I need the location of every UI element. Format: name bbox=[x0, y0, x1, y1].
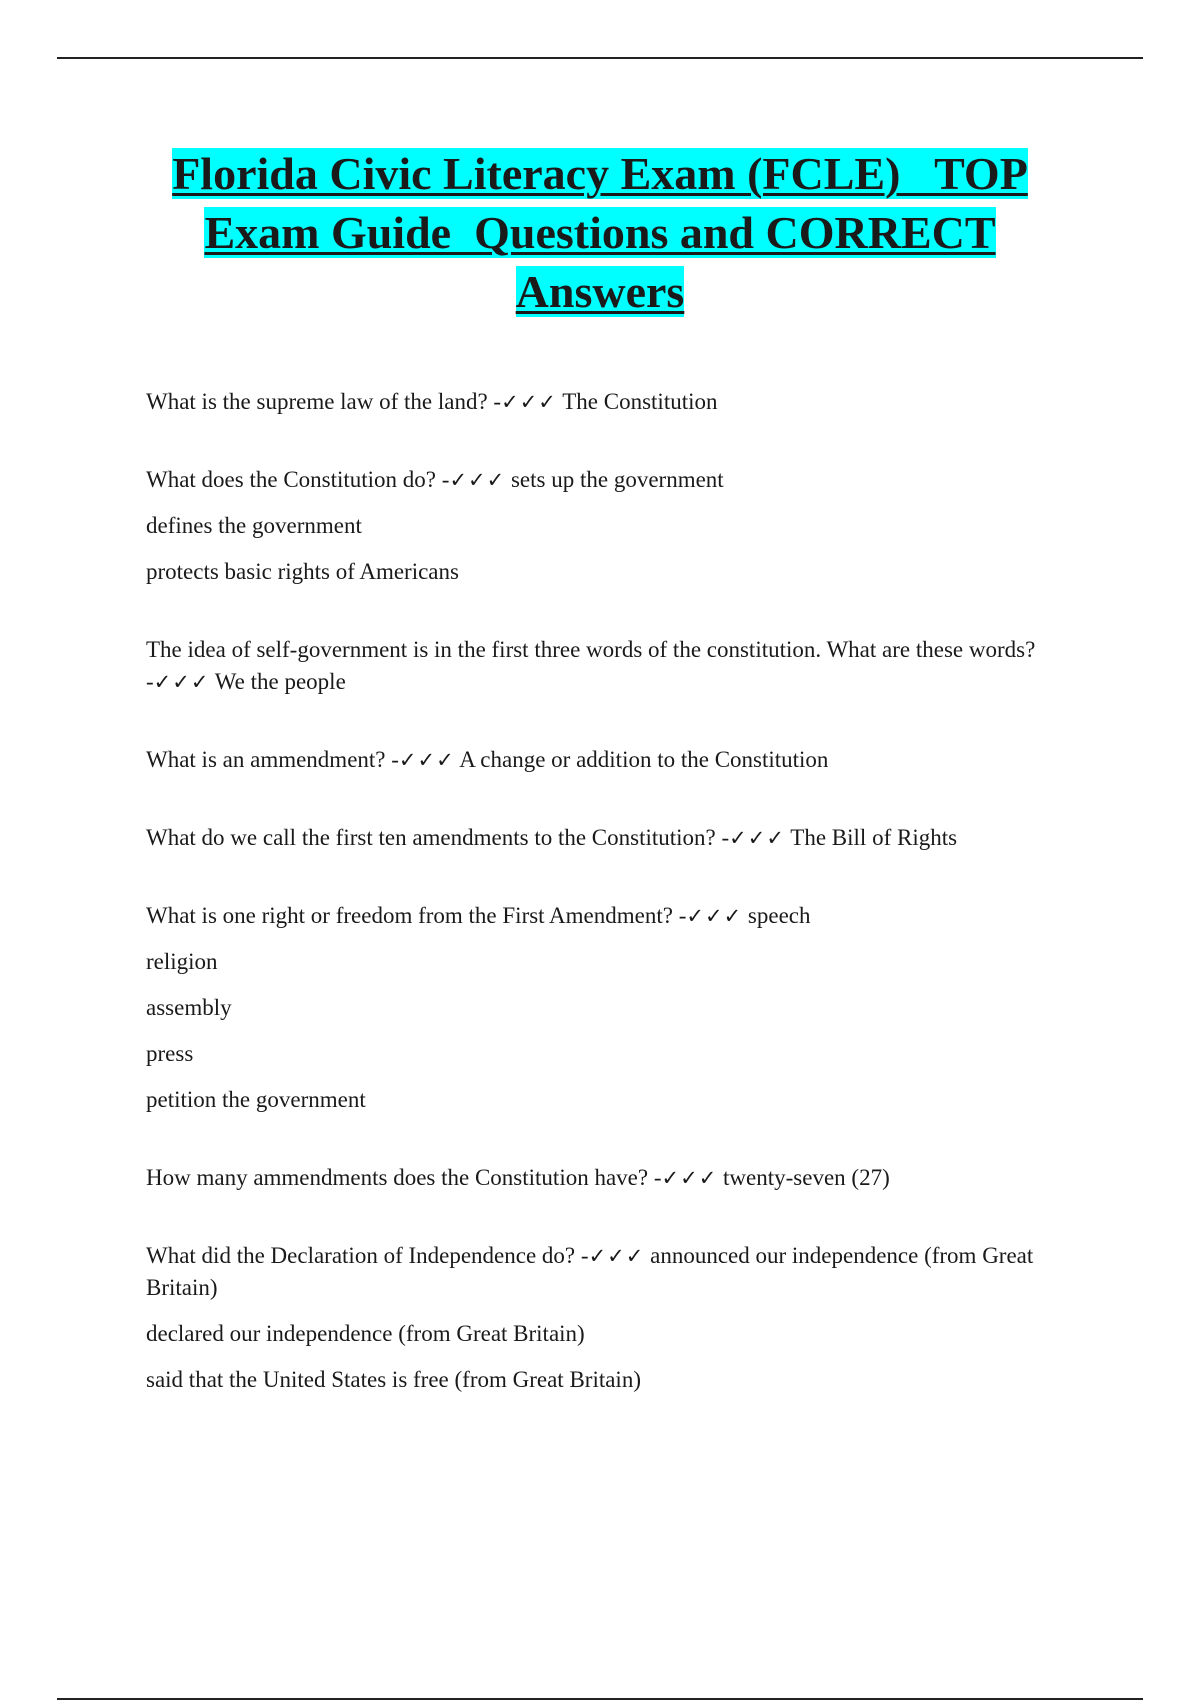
qa-list bbox=[146, 386, 1046, 1442]
answer-extra-line: protects basic rights of Americans bbox=[146, 559, 459, 584]
answer-text: speech bbox=[742, 903, 811, 928]
answer-text: sets up the government bbox=[505, 467, 724, 492]
qa-question-line bbox=[146, 464, 1046, 496]
answer-text: twenty-seven (27) bbox=[717, 1165, 890, 1190]
qa-item bbox=[146, 1240, 1046, 1396]
title-line-3: Answers bbox=[515, 266, 685, 317]
document-title bbox=[100, 144, 1100, 321]
check-marks-icon: ✓✓✓ bbox=[501, 390, 557, 414]
answer-extra-line: said that the United States is free (from Great Britain) bbox=[146, 1367, 641, 1392]
qa-item bbox=[146, 822, 1046, 854]
check-marks-icon: ✓✓✓ bbox=[449, 468, 506, 492]
answer-extra-line: assembly bbox=[146, 995, 232, 1020]
title-line-1: Florida Civic Literacy Exam (FCLE) TOP bbox=[172, 148, 1028, 199]
qa-question-line bbox=[146, 744, 1046, 776]
answer-extra-line: press bbox=[146, 1041, 194, 1066]
check-marks-icon: ✓✓✓ bbox=[729, 826, 785, 850]
qa-item bbox=[146, 634, 1046, 698]
qa-question-line bbox=[146, 900, 1046, 932]
answer-extra-line: religion bbox=[146, 949, 218, 974]
check-marks-icon: ✓✓✓ bbox=[661, 1166, 718, 1190]
qa-item bbox=[146, 744, 1046, 776]
qa-item bbox=[146, 900, 1046, 1116]
answer-extra-line: defines the government bbox=[146, 513, 362, 538]
qa-item bbox=[146, 464, 1046, 588]
question-text: What is one right or freedom from the First Amendment? - bbox=[146, 903, 687, 928]
question-text: The idea of self-government is in the first three words of the constitution. What are these words? - bbox=[146, 637, 1036, 694]
check-marks-icon: ✓✓✓ bbox=[686, 904, 743, 928]
answer-text: A change or addition to the Constitution bbox=[454, 747, 829, 772]
check-marks-icon: ✓✓✓ bbox=[398, 748, 455, 772]
answer-extra-line: declared our independence (from Great Britain) bbox=[146, 1321, 585, 1346]
qa-question-line bbox=[146, 1162, 1046, 1194]
qa-question-line bbox=[146, 634, 1046, 698]
answer-text: We the people bbox=[209, 669, 346, 694]
question-text: What do we call the first ten amendments to the Constitution? - bbox=[146, 825, 730, 850]
question-text: What does the Constitution do? - bbox=[146, 467, 450, 492]
qa-question-line bbox=[146, 822, 1046, 854]
qa-question-line bbox=[146, 1240, 1046, 1304]
answer-text: The Constitution bbox=[556, 389, 718, 414]
answer-extra-line: petition the government bbox=[146, 1087, 366, 1112]
question-text: What is the supreme law of the land? - bbox=[146, 389, 502, 414]
check-marks-icon: ✓✓✓ bbox=[588, 1244, 645, 1268]
question-text: How many ammendments does the Constitution have? - bbox=[146, 1165, 662, 1190]
question-text: What did the Declaration of Independence do? - bbox=[146, 1243, 589, 1268]
answer-text: The Bill of Rights bbox=[784, 825, 958, 850]
qa-item bbox=[146, 1162, 1046, 1194]
qa-item bbox=[146, 386, 1046, 418]
title-line-2: Exam Guide Questions and CORRECT bbox=[204, 207, 996, 258]
check-marks-icon: ✓✓✓ bbox=[153, 670, 210, 694]
top-rule bbox=[57, 57, 1143, 59]
answer-text: announced our independence (from Great Britain) bbox=[146, 1243, 1034, 1300]
question-text: What is an ammendment? - bbox=[146, 747, 399, 772]
qa-question-line bbox=[146, 386, 1046, 418]
